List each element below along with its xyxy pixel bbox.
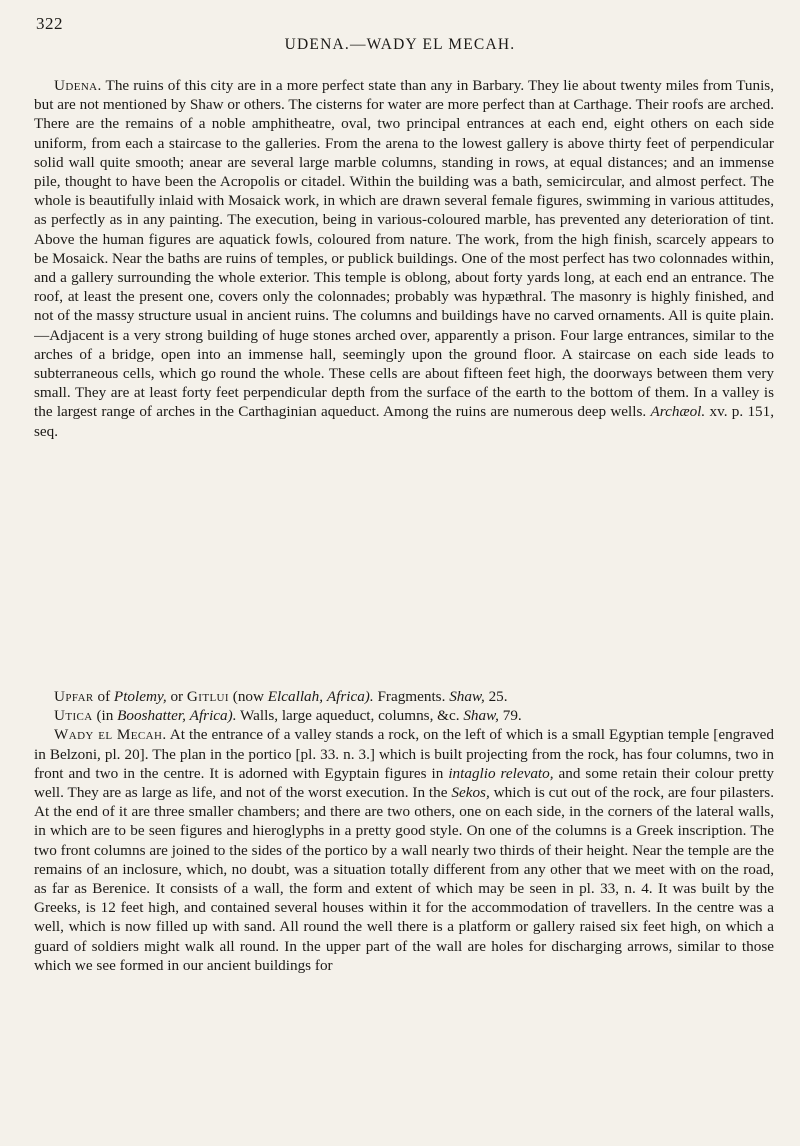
entry-text: which is cut out of the rock, are four pilasters. At the end of it are three smaller chambers; and there are two others, one on each side, in the corners of the lateral walls, in which are to be seen figures and hieroglyphs in a pretty good style. On one of the columns is a Greek inscription. The two front columns are joined to the sides of the portico by a wall nearly two thirds of their height. Near the temple are the remains of an inclosure, which, no doubt, was a situation totally different from any other that we meet with on the road, as far as Berenice. It consists of a wall, the form and extent of which may be seen in pl. 33, n. 4. It was built by the Greeks, is 12 feet high, and contained several houses within it for the accommodation of travellers. In the centre was a well, which is now filled up with sand. All round the well there is a platform or gallery raised six feet high, on which a guard of soldiers might walk all round. In the upper part of the wall are holes for discharging arrows, similar to those which we see formed in our ancient buildings for [34,784,775,974]
entry-head: Upfar [54,688,94,705]
entry-text: and some retain their colour pretty well. They are as large as life, and not of the worst execution. In the [34,764,775,802]
source-name: Ptolemy, [113,688,167,705]
entry-head: Utica [54,707,93,725]
connector: (now [232,688,264,705]
citation-ref: 79. [502,707,522,725]
entry-text: Walls, large aqueduct, columns, &c. [240,707,460,725]
modern-name: Elcallah, [267,688,324,705]
entry-upfar [34,687,774,706]
sekos-term: Sekos, [451,784,490,802]
citation-ref: 25. [488,688,508,705]
modern-name: Booshatter, [117,707,186,725]
connector: or [170,688,184,705]
connector: (in [96,707,114,725]
citation: Shaw, [463,707,499,725]
alt-head: Gitlui [186,688,229,705]
running-head: UDENA.—WADY EL MECAH. [284,36,516,53]
entry-head: Wady el Mecah. [54,726,167,744]
entry-text: At the entrance of a valley stands a rock, on the left of which is a small Egyptian temple [engraved in Belzoni, pl. 20]. The plan in the portico [pl. 33. n. 3.] which is built projecting from the rock, has four columns, two in front and two in the centre. It is adorned with Egyptain figures in [34,726,774,782]
entry-head: Udena. [54,77,102,94]
region: Africa). [189,707,237,725]
citation: Archæol. [650,403,706,421]
region: Africa). [326,688,374,705]
citation: Shaw, [449,688,485,705]
page-body [34,76,774,975]
technique-term: intaglio relevato, [448,764,554,782]
entry-utica [34,706,774,725]
entry-wady-el-mecah [34,725,774,975]
connector: of [97,688,111,705]
entry-text: The ruins of this city are in a more perfect state than any in Barbary. They lie about twenty miles from Tunis, but are not mentioned by Shaw or others. The cisterns for water are more perfect than at Carthage. Their roofs are arched. There are the remains of a noble amphitheatre, oval, two principal entrances at each end, eight others on each side uniform, from each a staircase to the galleries. From the arena to the lowest gallery is above thirty feet of perpendicular solid wall quite smooth; anear are several large marble columns, standing in rows, at equal distances; and an immense pile, thought to have been the Acropolis or citadel. Within the building was a bath, semicircular, and almost perfect. The whole is beautifully inlaid with Mosaick work, in which are drawn several female figures, swimming in various attitudes, as perfectly as in any painting. The execution, being in various-coloured marble, has prevented any deterioration of tint. Above the human figures are aquatick fowls, coloured from nature. The work, from the high finish, scarcely appears to be Mosaick. Near the baths are ruins of temples, or publick buildings. One of the most perfect has two colonnades within, and a gallery surrounding the whole exterior. This temple is oblong, about forty yards long, at each end an entrance. The roof, at least the present one, covers only the colonnades; probably was hypæthral. The masonry is highly finished, and not of the massy structure usual in ancient ruins. The columns and buildings have no carved ornaments. All is quite plain.—Adjacent is a very strong building of huge stones arched over, apparently a prison. Four large entrances, similar to the arches of a bridge, open into an immense hall, seemingly upon the ground floor. A staircase on each side leads to subterraneous cells, which go round the whole. These cells are about fifteen feet high, the doorways between them very small. They are at least forty feet perpendicular depth from the surface of the earth to the bottom of them. In a valley is the largest range of arches in the Carthaginian aqueduct. Among the ruins are numerous deep wells. [34,77,774,421]
entry-udena [34,76,774,684]
page-number: 322 [36,14,63,33]
citation-ref: xv. p. 151, seq. [34,403,774,440]
entry-text: Fragments. [377,688,446,705]
